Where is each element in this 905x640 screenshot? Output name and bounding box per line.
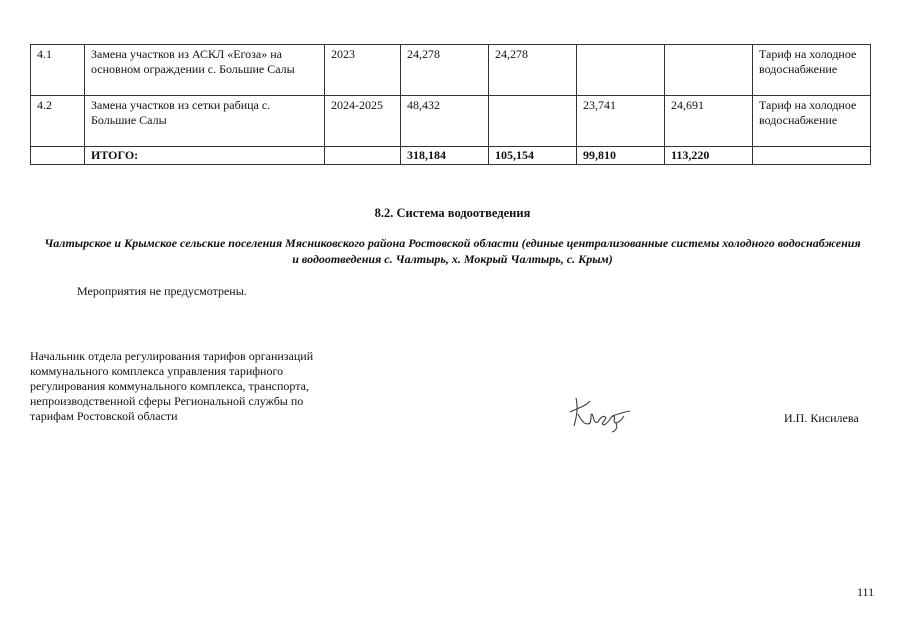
signer-name: И.П. Кисилева <box>784 411 859 425</box>
total-cost: 48,432 <box>401 96 489 147</box>
total-row <box>31 147 871 165</box>
total-label: ИТОГО: <box>85 147 325 165</box>
measures-table <box>30 44 871 165</box>
year-2-cost: 23,741 <box>577 96 665 147</box>
total-year-1: 105,154 <box>489 147 577 165</box>
total-year-3: 113,220 <box>665 147 753 165</box>
total-row-number <box>31 147 85 165</box>
total-period <box>325 147 401 165</box>
section-subtitle: Чалтырское и Крымское сельские поселения Мясниковского района Ростовской области (единые централизованные системы холодного водоснабжения и водоотведения с. Чалтырь, х. Мокрый Чалтырь, с. Крым) <box>44 236 861 266</box>
year-1-cost <box>489 96 577 147</box>
measure-name: Замена участков из сетки рабица с. Большие Салы <box>85 96 325 147</box>
year-2-cost <box>577 45 665 96</box>
year-3-cost: 24,691 <box>665 96 753 147</box>
total-cost: 318,184 <box>401 147 489 165</box>
year-3-cost <box>665 45 753 96</box>
row-number: 4.2 <box>31 96 85 147</box>
table-row <box>31 45 871 96</box>
table-row <box>31 96 871 147</box>
section-title: 8.2. Система водоотведения <box>374 206 531 220</box>
row-number: 4.1 <box>31 45 85 96</box>
measure-name: Замена участков из АСКЛ «Егоза» на основном ограждении с. Большие Салы <box>85 45 325 96</box>
implementation-period: 2024-2025 <box>325 96 401 147</box>
total-source <box>753 147 871 165</box>
page-number: 111 <box>857 585 875 599</box>
handwritten-signature-icon <box>566 392 636 434</box>
total-year-2: 99,810 <box>577 147 665 165</box>
implementation-period: 2023 <box>325 45 401 96</box>
year-1-cost: 24,278 <box>489 45 577 96</box>
funding-source: Тариф на холодное водоснабжение <box>753 96 871 147</box>
section-note: Мероприятия не предусмотрены. <box>77 284 247 298</box>
signer-position: Начальник отдела регулирования тарифов организаций коммунального комплекса управления тарифного регулирования коммунального комплекса, транспорта, непроизводственной сферы Региональной службы по тарифам Ростовской области <box>30 349 314 423</box>
funding-source: Тариф на холодное водоснабжение <box>753 45 871 96</box>
total-cost: 24,278 <box>401 45 489 96</box>
